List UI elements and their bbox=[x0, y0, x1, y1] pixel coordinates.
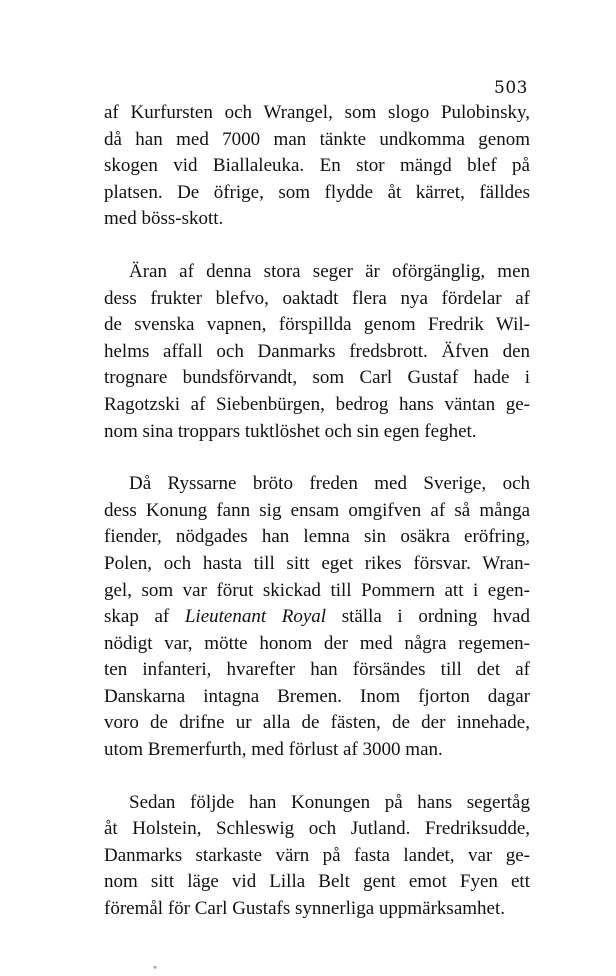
text-line: åt Holstein, Schleswig och Jutland. Fredriksudde, bbox=[104, 818, 530, 840]
text-line: gel, som var förut skickad till Pommern att i egen- bbox=[104, 579, 530, 601]
body-text bbox=[104, 100, 530, 923]
text-line: nödigt var, mötte honom der med några regemen- bbox=[104, 632, 530, 654]
text-line: ten infanteri, hvarefter han försändes till det af bbox=[104, 659, 530, 681]
footer-mark: " bbox=[153, 966, 158, 976]
paragraph bbox=[104, 790, 530, 923]
paragraph-gap bbox=[104, 764, 530, 790]
text-line: föremål för Carl Gustafs synnerliga uppmärksamhet. bbox=[104, 898, 505, 920]
text-line: fiender, nödgades han lemna sin osäkra eröfring, bbox=[104, 526, 530, 548]
text-line: Polen, och hasta till sitt eget rikes försvar. Wran- bbox=[104, 552, 530, 574]
paragraph bbox=[104, 100, 530, 233]
text-line: med böss-skott. bbox=[104, 208, 224, 230]
text-line: dess Konung fann sig ensam omgifven af så många bbox=[104, 499, 530, 521]
text-line: utom Bremerfurth, med förlust af 3000 man. bbox=[104, 739, 443, 761]
text-line: voro de drifne ur alla de fästen, de der innehade, bbox=[104, 712, 530, 734]
text-line: Äran af denna stora seger är oförgänglig, men bbox=[129, 260, 530, 282]
text-line: Sedan följde han Konungen på hans segertåg bbox=[129, 791, 530, 813]
italic-term: Lieutenant Royal bbox=[184, 606, 327, 628]
page-number: 503 bbox=[494, 78, 528, 98]
text-line: skogen vid Biallaleuka. En stor mängd blef på bbox=[104, 155, 530, 177]
text-line: trognare bundsförvandt, som Carl Gustaf hade i bbox=[104, 367, 530, 389]
paragraph-gap bbox=[104, 233, 530, 259]
text-line: Danmarks starkaste värn på fasta landet, var ge- bbox=[104, 844, 530, 866]
paragraph bbox=[104, 471, 530, 764]
text-line: Ragotzski af Siebenbürgen, bedrog hans väntan ge- bbox=[104, 393, 530, 415]
paragraph bbox=[104, 259, 530, 445]
text-line: de svenska vapnen, förspillda genom Fredrik Wil- bbox=[104, 314, 530, 336]
text-line: helms affall och Danmarks fredsbrott. Äfven den bbox=[104, 340, 530, 362]
text-line: Då Ryssarne bröto freden med Sverige, och bbox=[129, 473, 530, 495]
text-line: skap af Lieutenant Royal ställa i ordning hvad bbox=[104, 606, 530, 628]
text-line: platsen. De öfrige, som flydde åt kärret, fälldes bbox=[104, 181, 530, 203]
text-line: Danskarna intagna Bremen. Inom fjorton dagar bbox=[104, 685, 530, 707]
text-line: af Kurfursten och Wrangel, som slogo Pulobinsky, bbox=[104, 102, 530, 123]
text-line: dess frukter blefvo, oaktadt flera nya fördelar af bbox=[104, 287, 530, 309]
text-line: nom sitt läge vid Lilla Belt gent emot Fyen ett bbox=[104, 871, 530, 893]
text-line: då han med 7000 man tänkte undkomma genom bbox=[104, 128, 530, 150]
text-line: nom sina troppars tuktlöshet och sin egen feghet. bbox=[104, 420, 477, 442]
paragraph-gap bbox=[104, 445, 530, 471]
